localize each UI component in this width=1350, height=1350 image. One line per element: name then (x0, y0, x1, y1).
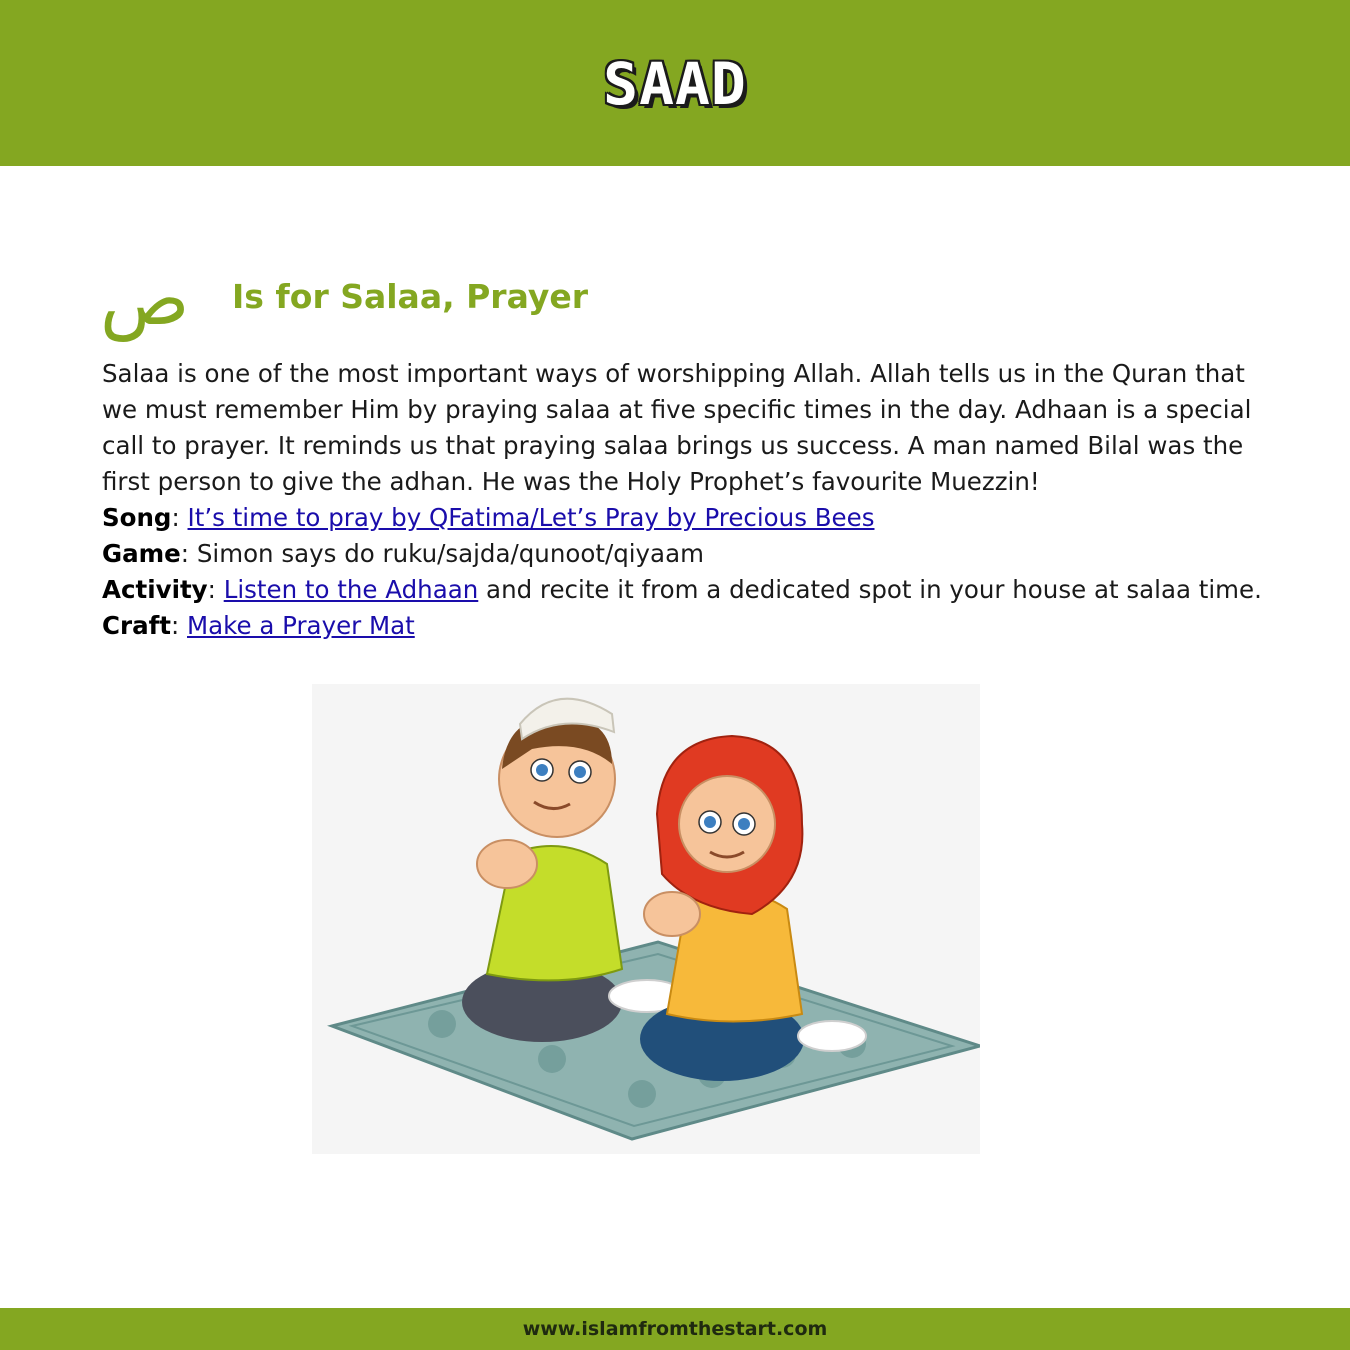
song-link[interactable]: It’s time to pray by QFatima/Let’s Pray by Precious Bees (187, 503, 875, 532)
children-praying-illustration (312, 684, 980, 1154)
description-paragraph: Salaa is one of the most important ways of worshipping Allah. Allah tells us in the Quran that we must remember Him by praying salaa at five specific times in the day. Adhaan is a special call to prayer. It reminds us that praying salaa brings us success. A man named Bilal was the first person to give the adhan. He was the Holy Prophet’s favourite Muezzin! (102, 359, 1252, 496)
craft-link[interactable]: Make a Prayer Mat (187, 611, 415, 640)
song-label: Song (102, 503, 172, 532)
page-title: SAAD (603, 50, 747, 118)
game-line: Game: Simon says do ruku/sajda/qunoot/qiyaam (102, 539, 704, 568)
craft-line: Craft: Make a Prayer Mat (102, 611, 415, 640)
illustration-svg (312, 684, 980, 1154)
arabic-letter: ص (100, 256, 190, 342)
activity-link[interactable]: Listen to the Adhaan (223, 575, 479, 604)
craft-label: Craft (102, 611, 171, 640)
content-body (102, 356, 1262, 644)
game-text: Simon says do ruku/sajda/qunoot/qiyaam (196, 539, 704, 568)
song-line: Song: It’s time to pray by QFatima/Let’s Pray by Precious Bees (102, 503, 875, 532)
footer-bar (0, 1308, 1350, 1350)
activity-label: Activity (102, 575, 208, 604)
section-title: Is for Salaa, Prayer (232, 277, 588, 316)
footer-url: www.islamfromthestart.com (522, 1318, 828, 1340)
game-label: Game (102, 539, 181, 568)
activity-line: Activity: Listen to the Adhaan and recite it from a dedicated spot in your house at salaa time. (102, 575, 1262, 604)
header-banner (0, 0, 1350, 166)
activity-text: and recite it from a dedicated spot in your house at salaa time. (478, 575, 1262, 604)
